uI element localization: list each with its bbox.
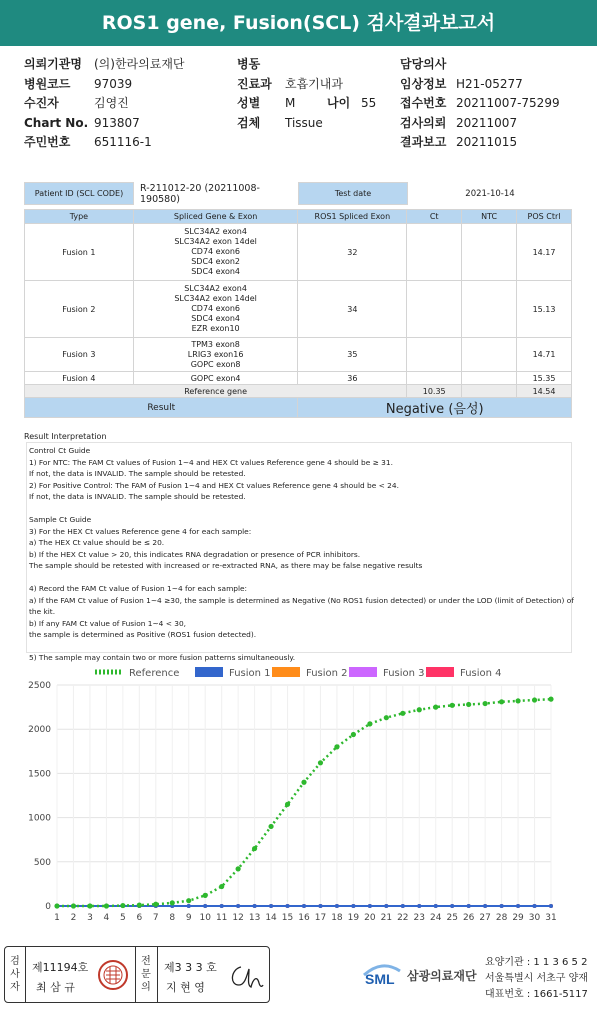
x-tick-label: 1 (54, 913, 60, 923)
series-point (384, 904, 388, 908)
interp-gap (29, 572, 569, 584)
reference-point (433, 705, 438, 710)
interp-line: the kit. (29, 607, 56, 616)
series-point (450, 904, 454, 908)
results-table (24, 209, 572, 418)
chart-svg (0, 660, 597, 930)
hdr-value: 97039 (94, 76, 133, 91)
table-row (25, 372, 572, 385)
gene-item: CD74 exon6 (191, 304, 240, 313)
table-row (25, 338, 572, 372)
result-label: Result (25, 398, 298, 418)
series-point (467, 904, 471, 908)
x-tick-label: 29 (512, 913, 524, 923)
physician-license: 제3 3 3 호 (164, 961, 217, 974)
table-row (25, 224, 572, 281)
physician-name: 지 현 영 (166, 981, 205, 994)
ct-value (407, 281, 462, 338)
reference-point (483, 701, 488, 706)
interpretation-box (26, 442, 574, 662)
reference-label: Reference gene (25, 385, 407, 398)
org-info-line: 요양기관 : 1 1 3 6 5 2 (485, 957, 588, 968)
hdr-value: 김영진 (94, 96, 129, 110)
reference-point (236, 866, 241, 871)
x-tick-label: 12 (232, 913, 244, 923)
ct-value (407, 372, 462, 385)
patient-id-label: Patient ID (SCL CODE) (25, 183, 134, 205)
hdr-label: 검체 (237, 115, 261, 130)
interpretation-title: Result Interpretation (24, 432, 107, 441)
col-header: Spliced Gene & Exon (133, 210, 298, 224)
sml-logo-text: SML (365, 971, 395, 987)
report-title: ROS1 gene, Fusion(SCL) 검사결과보고서 (0, 0, 597, 46)
interp-line: a) The HEX Ct value should be ≤ 20. (29, 538, 165, 547)
reference-point (400, 711, 405, 716)
ros1-exon: 36 (298, 372, 407, 385)
reference-pos: 14.54 (517, 385, 572, 398)
series-point (533, 904, 537, 908)
reference-point (515, 698, 520, 703)
reference-point (532, 697, 537, 702)
hdr-label: 나이 (327, 96, 351, 110)
x-tick-label: 4 (103, 913, 110, 923)
reference-point (186, 898, 191, 903)
fusion-type: Fusion 3 (25, 338, 134, 372)
legend-label: Reference (129, 668, 180, 679)
reference-point (252, 846, 257, 851)
amplification-chart (0, 660, 597, 930)
interp-line: b) If the HEX Ct value > 20, this indicates RNA degradation or presence of PCR inhibitors. (29, 549, 361, 559)
x-tick-label: 24 (430, 913, 442, 923)
x-tick-label: 30 (528, 913, 541, 923)
legend-label: Fusion 1 (229, 668, 271, 679)
header-col-1 (24, 55, 185, 153)
col-header: POS Ctrl (517, 210, 572, 224)
reference-point (170, 900, 175, 905)
sml-logo (362, 957, 402, 987)
fusion-type: Fusion 4 (25, 372, 134, 385)
x-tick-label: 11 (215, 913, 228, 923)
series-point (187, 904, 191, 908)
hdr-value: 20211007-75299 (456, 96, 560, 110)
hdr-label: 성별 (237, 96, 261, 110)
interp-line: If not, the data is INVALID. The sample should be retested. (29, 469, 246, 478)
series-point (302, 904, 306, 908)
hdr-value: 20211015 (456, 135, 518, 149)
x-tick-label: 19 (347, 913, 360, 923)
col-header: Ct (407, 210, 462, 224)
physician-label: 전문의 (141, 956, 151, 993)
interp-line: 1) For NTC: The FAM Ct values of Fusion 1~4 and HEX Ct values Reference gene 4 should be ≥ 31. (29, 457, 393, 467)
series-point (549, 904, 553, 908)
reference-point (285, 802, 290, 807)
series-point (368, 904, 372, 908)
y-tick-label: 500 (33, 857, 51, 868)
series-point (516, 904, 520, 908)
hdr-value: 호흡기내과 (285, 76, 343, 91)
x-tick-label: 21 (380, 913, 393, 923)
hdr-value: M (285, 96, 296, 110)
examiner-seal (97, 959, 129, 991)
x-tick-label: 18 (331, 913, 343, 923)
y-tick-label: 2500 (28, 681, 51, 691)
reference-point (219, 884, 224, 889)
gene-item: CD74 exon6 (191, 247, 240, 256)
legend-label: Fusion 4 (460, 668, 502, 679)
patient-id-value: R-211012-20 (20211008-190580) (140, 182, 260, 205)
gene-item: TPM3 exon8 (191, 339, 240, 349)
hdr-label: 임상정보 (400, 76, 447, 91)
gene-item: SDC4 exon4 (191, 314, 240, 323)
x-tick-label: 5 (119, 913, 126, 923)
reference-point (120, 903, 125, 908)
fusion-type: Fusion 1 (25, 224, 134, 281)
x-tick-label: 27 (479, 913, 491, 923)
series-point (253, 904, 257, 908)
hdr-value: 20211007 (456, 115, 518, 130)
reference-point (384, 715, 389, 720)
series-point (500, 904, 504, 908)
test-date-label: Test date (299, 183, 408, 205)
series-point (269, 904, 273, 908)
reference-point (153, 902, 158, 907)
x-tick-label: 7 (152, 913, 159, 923)
gene-item: SDC4 exon2 (191, 257, 240, 266)
reference-point (450, 703, 455, 708)
ros1-exon: 35 (298, 338, 407, 372)
reference-point (137, 903, 142, 908)
physician-signature (227, 961, 265, 991)
reference-point (54, 903, 59, 908)
gene-item: SLC34A2 exon4 (184, 284, 247, 293)
x-tick-label: 17 (314, 913, 327, 923)
gene-list (133, 224, 298, 281)
legend-label: Fusion 2 (306, 668, 348, 679)
reference-point (351, 732, 356, 737)
series-point (401, 904, 405, 908)
org-info (485, 955, 588, 1003)
series-point (351, 904, 355, 908)
signature-box (4, 946, 270, 1003)
y-tick-label: 2000 (28, 725, 51, 736)
x-tick-label: 9 (185, 913, 192, 923)
x-tick-label: 3 (87, 913, 93, 923)
legend-label: Fusion 3 (383, 668, 425, 679)
hdr-value: 913807 (94, 115, 140, 130)
reference-point (367, 721, 372, 726)
pos-ctrl-value: 15.13 (517, 281, 572, 338)
examiner-label: 검사자 (10, 956, 20, 993)
hdr-label: 진료과 (237, 76, 272, 91)
reference-point (334, 744, 339, 749)
interp-gap (29, 641, 569, 653)
result-value: Negative (음성) (298, 398, 572, 418)
reference-point (466, 702, 471, 707)
series-point (417, 904, 421, 908)
hdr-label: 담당의사 (400, 57, 447, 71)
hdr-value: 651116-1 (94, 135, 152, 149)
gene-item: GOPC exon4 (133, 372, 298, 385)
reference-point (203, 893, 208, 898)
reference-point (499, 699, 504, 704)
gene-list (133, 338, 298, 372)
series-point (236, 904, 240, 908)
reference-row (25, 385, 572, 398)
interp-line: 3) For the HEX Ct values Reference gene 4 for each sample: (29, 526, 252, 536)
x-tick-label: 8 (169, 913, 176, 923)
gene-item: SDC4 exon4 (191, 267, 240, 276)
org-name: 삼광의료재단 (407, 969, 477, 983)
y-tick-label: 0 (45, 902, 51, 912)
result-row (25, 398, 572, 418)
reference-point (318, 760, 323, 765)
interp-line: The sample should be retested with increased or re-extracted RNA, as there may be false negative results (29, 561, 423, 570)
hdr-label: 검사의뢰 (400, 115, 447, 130)
col-header: Type (25, 210, 134, 224)
x-tick-label: 13 (248, 913, 261, 923)
reference-ntc (462, 385, 517, 398)
gene-item: SLC34A2 exon4 (184, 227, 247, 236)
ntc-value (462, 224, 517, 281)
interp-line: 5) The sample may contain two or more fusion patterns simultaneously. (29, 653, 296, 662)
y-tick-label: 1500 (28, 769, 51, 780)
patient-id-table (24, 182, 572, 205)
series-point (335, 904, 339, 908)
ntc-value (462, 372, 517, 385)
ntc-value (462, 281, 517, 338)
header-col-3 (400, 55, 560, 153)
legend-swatch (272, 667, 300, 677)
test-date-value: 2021-10-14 (465, 188, 515, 199)
y-tick-label: 1000 (28, 813, 51, 824)
x-tick-label: 6 (136, 913, 143, 923)
series-point (318, 904, 322, 908)
interp-line: b) If any FAM Ct value of Fusion 1~4 < 30, (29, 618, 186, 628)
ct-value (407, 224, 462, 281)
hdr-value: H21-05277 (456, 76, 523, 91)
x-tick-label: 2 (70, 913, 77, 923)
interp-line: If not, the data is INVALID. The sample should be retested. (29, 492, 246, 501)
hdr-value: 55 (361, 96, 377, 110)
gene-item: SLC34A2 exon 14del (174, 294, 257, 303)
interp-line: 2) For Positive Control: The FAM of Fusion 1~4 and HEX Ct values Reference gene 4 should be < 24. (29, 480, 399, 490)
x-tick-label: 28 (495, 913, 508, 923)
x-tick-label: 20 (364, 913, 376, 923)
hdr-label: 병동 (237, 57, 261, 71)
reference-ct: 10.35 (407, 385, 462, 398)
ros1-exon: 34 (298, 281, 407, 338)
examiner-name: 최 삼 규 (36, 981, 75, 994)
legend-swatch (426, 667, 454, 677)
interp-line: the sample is determined as Positive (ROS1 fusion detected). (29, 630, 257, 639)
header-col-2 (237, 55, 376, 133)
hdr-value: Tissue (285, 115, 323, 130)
col-header: ROS1 Spliced Exon (298, 210, 407, 224)
hdr-label: 결과보고 (400, 135, 447, 149)
interp-line: Control Ct Guide (29, 446, 91, 455)
x-tick-label: 10 (199, 913, 211, 923)
interp-line: a) If the FAM Ct value of Fusion 1~4 ≥30, the sample is determined as Negative (No ROS1 fusion detected) or under the LOD (limit of Detection) of (29, 595, 574, 605)
series-point (483, 904, 487, 908)
ros1-exon: 32 (298, 224, 407, 281)
pos-ctrl-value: 15.35 (517, 372, 572, 385)
reference-point (417, 707, 422, 712)
gene-item: EZR exon10 (191, 324, 240, 333)
hdr-value: (의)한라의료재단 (94, 57, 185, 71)
interp-line: Sample Ct Guide (29, 515, 92, 524)
series-point (203, 904, 207, 908)
org-info-line: 서울특별시 서초구 양재 (485, 973, 588, 984)
hdr-label: Chart No. (24, 115, 89, 130)
hdr-label: 병원코드 (24, 76, 71, 91)
pos-ctrl-value: 14.71 (517, 338, 572, 372)
hdr-label: 주민번호 (24, 135, 71, 149)
gene-item: LRIG3 exon16 (187, 349, 244, 359)
examiner-license: 제11194호 (32, 961, 89, 974)
legend-swatch (349, 667, 377, 677)
gene-list (133, 281, 298, 338)
hdr-label: 접수번호 (400, 96, 447, 110)
ntc-value (462, 338, 517, 372)
reference-point (104, 903, 109, 908)
reference-point (268, 824, 273, 829)
series-point (286, 904, 290, 908)
x-tick-label: 25 (446, 913, 458, 923)
reference-point (87, 903, 92, 908)
x-tick-label: 26 (462, 913, 475, 923)
reference-point (71, 903, 76, 908)
series-point (220, 904, 224, 908)
interp-gap (29, 503, 569, 515)
pos-ctrl-value: 14.17 (517, 224, 572, 281)
fusion-type: Fusion 2 (25, 281, 134, 338)
x-tick-label: 31 (545, 913, 557, 923)
table-row (25, 281, 572, 338)
series-point (434, 904, 438, 908)
legend-swatch (195, 667, 223, 677)
x-tick-label: 14 (265, 913, 277, 923)
reference-point (301, 780, 306, 785)
gene-item: SLC34A2 exon 14del (174, 237, 257, 246)
x-tick-label: 23 (413, 913, 425, 923)
reference-point (548, 697, 553, 702)
interp-line: 4) Record the FAM Ct value of Fusion 1~4 for each sample: (29, 584, 248, 593)
x-tick-label: 16 (298, 913, 310, 923)
gene-item: GOPC exon8 (190, 359, 241, 369)
hdr-label: 수진자 (24, 96, 59, 110)
x-tick-label: 22 (397, 913, 409, 923)
org-info-line: 대표번호 : 1661-5117 (485, 989, 588, 1000)
hdr-label: 의뢰기관명 (24, 57, 82, 71)
col-header: NTC (462, 210, 517, 224)
x-tick-label: 15 (281, 913, 294, 923)
ct-value (407, 338, 462, 372)
